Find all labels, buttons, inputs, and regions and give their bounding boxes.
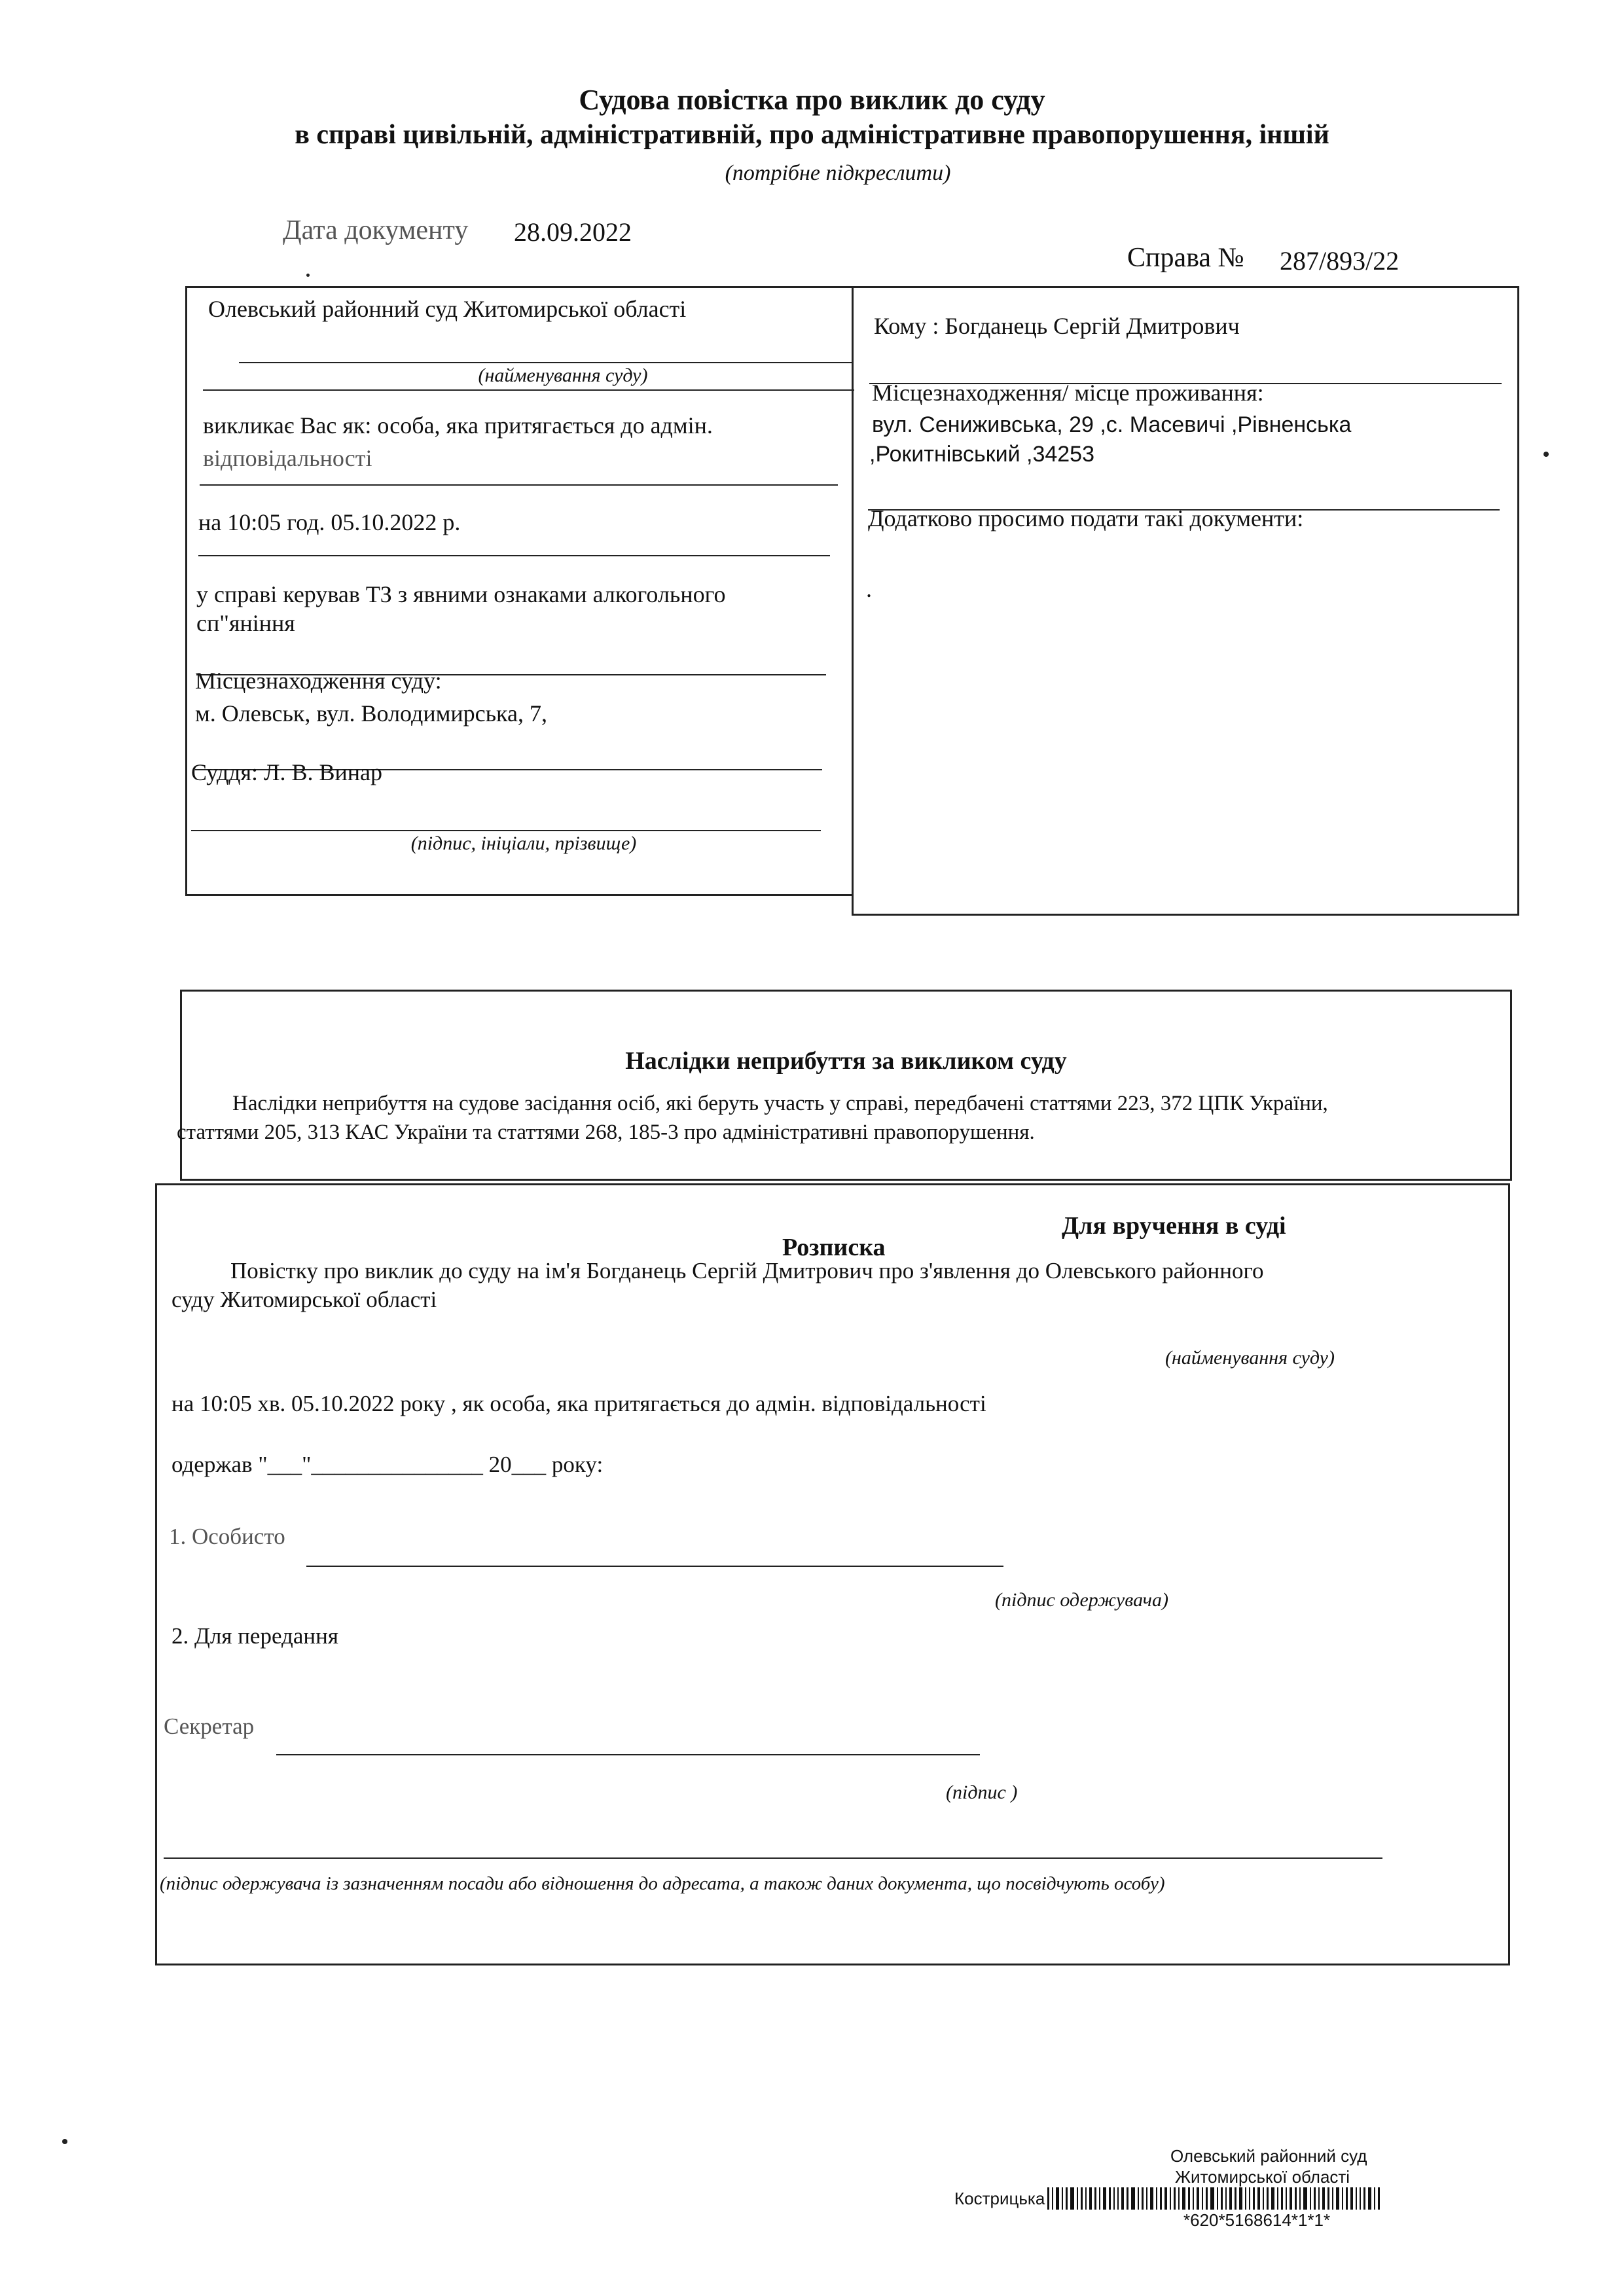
barcode-bar [1113, 2187, 1115, 2210]
recipient-name: Кому : Богданець Сергій Дмитрович [874, 313, 1240, 339]
barcode-bar [1047, 2187, 1049, 2210]
personal-signature-line[interactable] [306, 1566, 1003, 1567]
barcode-bar [1342, 2187, 1343, 2210]
barcode [1047, 2187, 1483, 2210]
barcode-bar [1081, 2187, 1083, 2210]
barcode-bar [1360, 2187, 1361, 2210]
secretary-signature-line[interactable] [276, 1754, 980, 1755]
barcode-bar [1170, 2187, 1171, 2210]
court-location: м. Олевськ, вул. Володимирська, 7, [195, 700, 547, 726]
document-date: 28.09.2022 [514, 217, 632, 247]
barcode-bar [1052, 2187, 1053, 2210]
personal-label: 1. Особисто [169, 1524, 285, 1549]
barcode-bar [1368, 2187, 1371, 2210]
barcode-bar [1217, 2187, 1218, 2210]
scan-speck [306, 274, 310, 277]
case-number: 287/893/22 [1280, 246, 1399, 276]
stamp-court-line-2: Житомирської області [1175, 2167, 1350, 2187]
barcode-bar [1295, 2187, 1297, 2210]
summons-text-line-1: викликає Вас як: особа, яка притягається до адмін. [203, 412, 713, 439]
court-location-label: Місцезнаходження суду: [195, 668, 442, 694]
footer-signature-line[interactable] [164, 1857, 1382, 1859]
consequences-box [180, 990, 1512, 1181]
barcode-bar [1327, 2187, 1329, 2210]
barcode-bar [1174, 2187, 1176, 2210]
barcode-bar [1290, 2187, 1292, 2210]
received-date-line: одержав "___"_______________ 20___ року: [171, 1452, 604, 1477]
court-name-caption: (найменування суду) [478, 365, 648, 386]
recipient-signature-caption: (підпис одержувача) [995, 1589, 1168, 1611]
barcode-bar [1253, 2187, 1255, 2210]
barcode-bar [1094, 2187, 1096, 2210]
receipt-hearing-time: на 10:05 хв. 05.10.2022 року , як особа, яка притягається до адмін. відповідальності [171, 1391, 986, 1416]
barcode-bar [1077, 2187, 1078, 2210]
hearing-time: на 10:05 год. 05.10.2022 р. [198, 509, 461, 535]
document-date-label: Дата документу [283, 215, 469, 245]
barcode-bar [1318, 2187, 1320, 2210]
court-name-prefix [208, 296, 686, 323]
barcode-bar [1182, 2187, 1185, 2210]
barcode-bar [1138, 2187, 1139, 2210]
barcode-bar [1206, 2187, 1208, 2210]
barcode-bar [1103, 2187, 1106, 2210]
receipt-text-line-1: Повістку про виклик до суду на ім'я Богданець Сергій Дмитрович про з'явлення до Олевського районного [230, 1258, 1264, 1283]
underline-note: (потрібне підкреслити) [725, 161, 951, 185]
barcode-bar [1303, 2187, 1307, 2210]
barcode-bar [1277, 2187, 1278, 2210]
caption-underline [203, 389, 854, 391]
barcode-bar [1299, 2187, 1301, 2210]
barcode-bar [1150, 2187, 1153, 2210]
barcode-bar [1202, 2187, 1203, 2210]
receipt-title: Розписка [782, 1234, 886, 1261]
barcode-bar [1245, 2187, 1246, 2210]
summons-underline [200, 484, 838, 486]
page-title: Судова повістка про виклик до суду [579, 84, 1045, 116]
barcode-bar [1286, 2187, 1287, 2210]
court-name-underline [239, 362, 853, 363]
barcode-bar [1156, 2187, 1157, 2210]
barcode-bar [1378, 2187, 1380, 2210]
barcode-bar [1263, 2187, 1264, 2210]
case-number-label: Справа № [1127, 243, 1244, 273]
barcode-bar [1210, 2187, 1214, 2210]
barcode-bar [1356, 2187, 1357, 2210]
page-subtitle: в справі цивільній, адміністративній, про адміністративне правопорушення, іншій [295, 120, 1329, 150]
barcode-bar [1249, 2187, 1250, 2210]
barcode-bar [1089, 2187, 1092, 2210]
barcode-bar [1117, 2187, 1119, 2210]
barcode-text: *620*5168614*1*1* [1183, 2210, 1331, 2230]
barcode-bar [1221, 2187, 1223, 2210]
documents-label: Додатково просимо подати такі документи: [868, 505, 1304, 531]
barcode-bar [1188, 2187, 1190, 2210]
address-line-2: ,Рокитнівський ,34253 [869, 442, 1095, 467]
barcode-bar [1350, 2187, 1353, 2210]
barcode-bar [1085, 2187, 1087, 2210]
barcode-bar [1281, 2187, 1283, 2210]
barcode-bar [1142, 2187, 1144, 2210]
judge-name: Суддя: Л. В. Винар [191, 759, 382, 785]
consequences-text-line-2: статтями 205, 313 КАС України та статтями 268, 185-3 про адміністративні правопорушення. [177, 1121, 1035, 1144]
consequences-text-line-1: Наслідки неприбуття на судове засідання осіб, які беруть участь у справі, передбачені статтями 223, 372 ЦПК України, [232, 1092, 1328, 1115]
barcode-bar [1314, 2187, 1316, 2210]
barcode-bar [1164, 2187, 1167, 2210]
barcode-bar [1235, 2187, 1236, 2210]
barcode-bar [1363, 2187, 1365, 2210]
secretary-signature-caption: (підпис ) [946, 1782, 1018, 1803]
barcode-bar [1099, 2187, 1100, 2210]
receipt-text-line-2: суду Житомирської області [171, 1287, 437, 1312]
receipt-court-caption: (найменування суду) [1165, 1347, 1335, 1369]
for-court-label: Для вручення в суді [1062, 1212, 1286, 1240]
secretary-label: Секретар [164, 1713, 255, 1739]
barcode-bar [1229, 2187, 1232, 2210]
barcode-bar [1062, 2187, 1063, 2210]
barcode-bar [1374, 2187, 1375, 2210]
judge-signature-line [191, 830, 821, 831]
barcode-bar [1310, 2187, 1311, 2210]
address-label: Місцезнаходження/ місце проживання: [872, 380, 1264, 406]
judge-signature-caption: (підпис, ініціали, прізвище) [410, 833, 637, 854]
address-line-1: вул. Сениживська, 29 ,с. Масевичі ,Рівненська [872, 412, 1352, 437]
barcode-bar [1271, 2187, 1274, 2210]
barcode-bar [1193, 2187, 1194, 2210]
barcode-bar [1332, 2187, 1333, 2210]
barcode-bar [1066, 2187, 1068, 2210]
barcode-bar [1056, 2187, 1059, 2210]
barcode-bar [1225, 2187, 1227, 2210]
case-subject-line-2: сп"яніння [196, 610, 295, 636]
barcode-bar [1197, 2187, 1199, 2210]
barcode-bar [1322, 2187, 1325, 2210]
hearing-time-underline [198, 555, 830, 556]
scan-speck [62, 2139, 67, 2144]
clerk-name: Кострицька [954, 2189, 1045, 2208]
case-subject-line-1: у справі керував ТЗ з явними ознаками алкогольного [196, 581, 726, 607]
consequences-title: Наслідки неприбуття за викликом суду [625, 1047, 1067, 1075]
barcode-bar [1257, 2187, 1260, 2210]
barcode-bar [1070, 2187, 1074, 2210]
barcode-bar [1160, 2187, 1162, 2210]
stamp-court-line-1: Олевський районний суд [1170, 2146, 1367, 2166]
documents-value: . [866, 576, 872, 602]
barcode-bar [1336, 2187, 1339, 2210]
barcode-bar [1146, 2187, 1147, 2210]
barcode-bar [1121, 2187, 1124, 2210]
footer-caption: (підпис одержувача із зазначенням посади або відношення до адресата, а також даних документа, що посвідчують особу) [160, 1873, 1165, 1894]
barcode-bar [1267, 2187, 1269, 2210]
transfer-label: 2. Для передання [171, 1623, 338, 1649]
summons-text-line-2: відповідальності [203, 445, 372, 471]
court-name: Олевський районний суд Житомирської області [208, 296, 687, 322]
barcode-bar [1109, 2187, 1111, 2210]
scan-speck [1543, 452, 1549, 457]
barcode-bar [1346, 2187, 1348, 2210]
barcode-bar [1127, 2187, 1128, 2210]
barcode-bar [1178, 2187, 1180, 2210]
barcode-bar [1239, 2187, 1242, 2210]
barcode-bar [1131, 2187, 1135, 2210]
